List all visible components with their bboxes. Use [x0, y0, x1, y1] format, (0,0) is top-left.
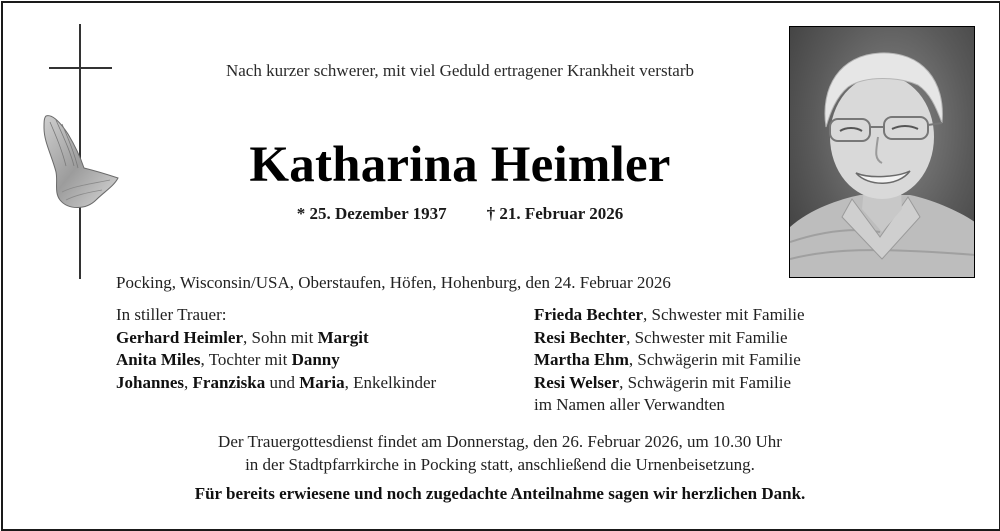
mourner-row: [534, 304, 805, 327]
mourner-relation: , Enkelkinder: [344, 372, 437, 392]
place-and-date: Pocking, Wisconsin/USA, Oberstaufen, Höfen, Hohenburg, den 24. Februar 2026: [116, 273, 671, 292]
mourner-row: [116, 327, 436, 350]
mourner-name: Frieda Bechter: [534, 305, 644, 324]
mourner-row: [116, 349, 436, 372]
mourner-relation: , Sohn mit: [243, 327, 318, 347]
mourner-name: Franziska: [192, 372, 266, 392]
mourner-relation: , Tochter mit: [200, 350, 292, 369]
portrait-photo: [789, 26, 975, 278]
mourner-name: Resi Bechter: [534, 327, 627, 347]
mourner-name: Johannes: [116, 372, 185, 392]
mourner-row: [116, 372, 436, 395]
mourner-name: Martha Ehm: [534, 350, 629, 369]
death-date: † 21. Februar 2026: [486, 204, 624, 223]
mourner-relation: ,: [184, 372, 193, 392]
mourner-row: [534, 327, 805, 350]
mourner-name: Maria: [299, 372, 345, 392]
deceased-name: Katharina Heimler: [249, 137, 671, 193]
mourner-relation: , Schwägerin mit Familie: [628, 350, 801, 369]
mourner-name: Resi Welser: [534, 372, 620, 392]
service-line-1: Der Trauergottesdienst findet am Donnerstag, den 26. Februar 2026, um 10.30 Uhr: [218, 432, 782, 451]
intro-text: Nach kurzer schwerer, mit viel Geduld ertragener Krankheit verstarb: [225, 61, 695, 80]
cross-bar: [49, 67, 112, 69]
mourner-name: Anita Miles: [116, 350, 201, 369]
service-info: [120, 430, 880, 476]
life-dates: [200, 204, 720, 224]
birth-date: * 25. Dezember 1937: [296, 204, 447, 223]
mourner-row: [534, 394, 805, 417]
mourner-row: [534, 372, 805, 395]
mourner-name: Gerhard Heimler: [116, 327, 243, 347]
mourner-relation: , Schwester mit Familie: [626, 327, 788, 347]
mourners-heading: In stiller Trauer:: [116, 305, 227, 324]
mourner-name: Danny: [291, 350, 340, 369]
mourners-left: [116, 304, 436, 394]
service-line-2: in der Stadtpfarrkirche in Pocking statt, anschließend die Urnenbeisetzung.: [245, 455, 755, 474]
mourner-relation: , Schwester mit Familie: [643, 305, 805, 324]
mourner-relation: im Namen aller Verwandten: [534, 395, 725, 414]
thanks-text: Für bereits erwiesene und noch zugedachte Anteilnahme sagen wir herzlichen Dank.: [194, 484, 806, 503]
mourners-right: [534, 304, 805, 417]
mourner-relation: und: [265, 372, 300, 392]
praying-hands-icon: [40, 112, 122, 214]
mourner-relation: , Schwägerin mit Familie: [619, 372, 792, 392]
mourner-row: [534, 349, 805, 372]
mourner-name: Margit: [317, 327, 369, 347]
